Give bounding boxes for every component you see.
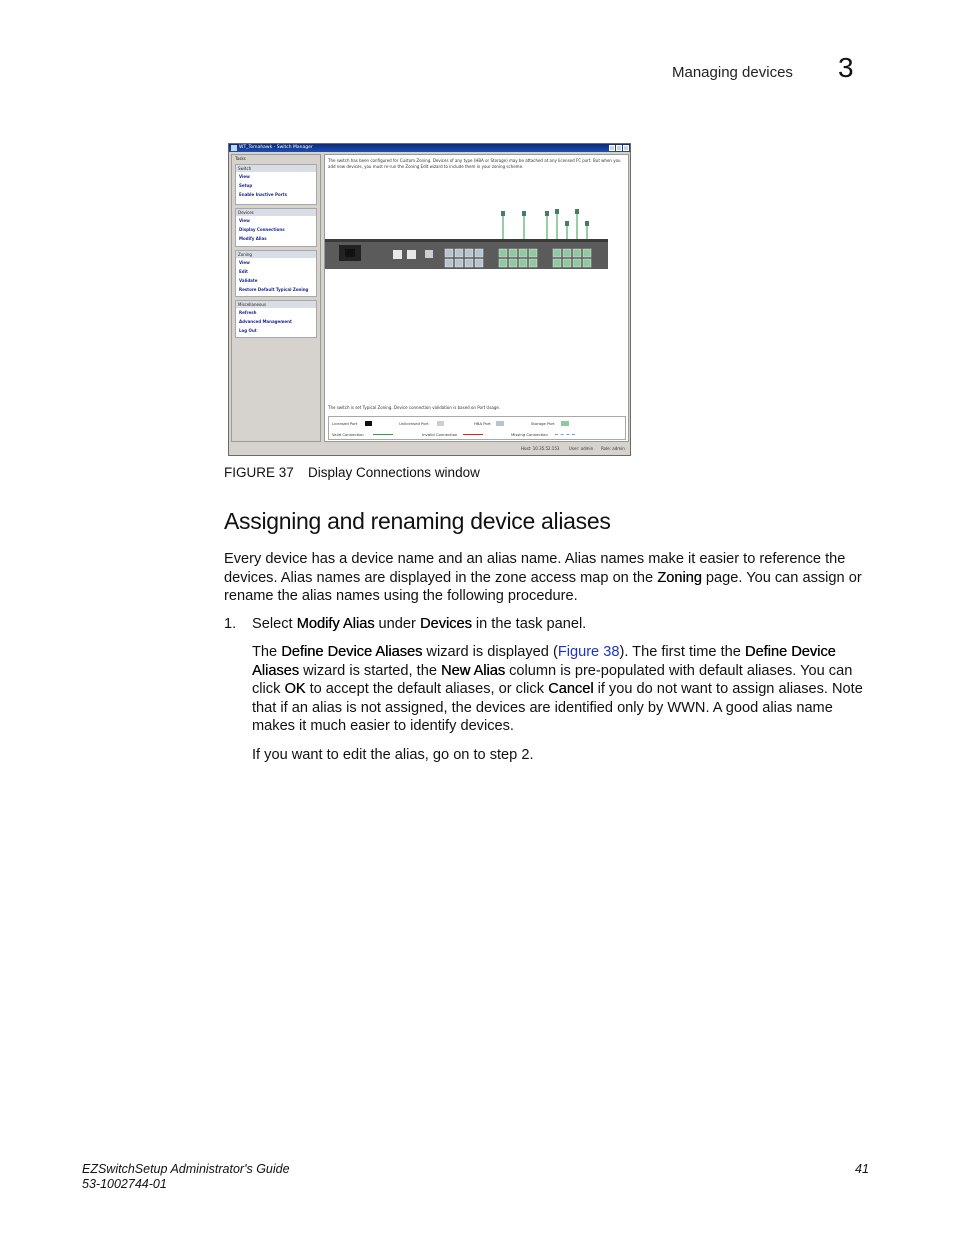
page-number: 41 bbox=[855, 1162, 869, 1176]
guide-title: EZSwitchSetup Administrator's Guide bbox=[82, 1162, 290, 1176]
ui-term-modify-alias: Modify Alias bbox=[296, 616, 375, 632]
device-connector-icons bbox=[501, 209, 589, 226]
status-host: Host: 10.35.52.153 bbox=[521, 446, 560, 451]
storage-port-swatch bbox=[561, 421, 569, 426]
connections-view-panel bbox=[324, 154, 629, 442]
figure-title: Display Connections window bbox=[308, 465, 480, 480]
running-header-section: Managing devices bbox=[672, 64, 793, 81]
task-group-title: Devices bbox=[236, 209, 316, 216]
legend-valid-connection: Valid Connection bbox=[332, 432, 364, 437]
task-group-title: Zoning bbox=[236, 251, 316, 258]
app-icon bbox=[231, 145, 237, 151]
task-group-title: Miscellaneous bbox=[236, 301, 316, 308]
hba-port-swatch bbox=[496, 421, 504, 426]
text: wizard is displayed ( bbox=[422, 644, 558, 660]
text: under bbox=[374, 616, 420, 632]
validation-message: The switch is set Typical Zoning. Device connection validation is based on Port Usage. bbox=[328, 405, 501, 410]
close-icon[interactable] bbox=[623, 145, 629, 151]
window-controls bbox=[609, 145, 629, 151]
task-devices-view[interactable]: View bbox=[239, 218, 250, 223]
text: Select bbox=[252, 616, 297, 632]
valid-line-swatch bbox=[373, 434, 393, 435]
text: if you do not want to assign aliases. Note that if an alias is not assigned, the devices are identified only by WWN. A good alias name makes it much easier to identify devices. bbox=[252, 681, 863, 735]
task-zoning-view[interactable]: View bbox=[239, 260, 250, 265]
figure-38-link[interactable]: Figure 38 bbox=[557, 644, 620, 660]
task-switch-setup[interactable]: Setup bbox=[239, 183, 253, 188]
switch-manager-screenshot bbox=[228, 143, 631, 456]
task-refresh[interactable]: Refresh bbox=[239, 310, 257, 315]
task-restore-default-zoning[interactable]: Restore Default Typical Zoning bbox=[239, 287, 309, 292]
status-role: Role: admin bbox=[601, 446, 625, 451]
task-log-out[interactable]: Log Out bbox=[239, 328, 257, 333]
ui-term-define-device-aliases: Define Device Aliases bbox=[281, 644, 423, 660]
task-advanced-management[interactable]: Advanced Management bbox=[239, 319, 292, 324]
legend-unlicensed-port: Unlicensed Port bbox=[399, 421, 429, 426]
window-titlebar bbox=[229, 144, 630, 152]
document-id: 53-1002744-01 bbox=[82, 1177, 167, 1191]
text: wizard is started, the bbox=[299, 662, 441, 679]
zoning-message: The switch has been configured for Custom Zoning. Devices of any type (HBA or Storage) may be attached at any licensed FC port. But when you add new devices, you must re-run the Zoning Edit wizard to include them in your zoning scheme. bbox=[328, 158, 621, 169]
text: Every device has a device name and an alias name. Alias names make it easier to reference the devices. Alias names are displayed in the zone access map on the bbox=[224, 551, 846, 586]
step-number: 1. bbox=[224, 616, 237, 632]
invalid-line-swatch bbox=[463, 434, 483, 435]
task-group-zoning bbox=[235, 250, 317, 297]
task-group-switch bbox=[235, 164, 317, 205]
task-enable-inactive-ports[interactable]: Enable Inactive Ports bbox=[239, 192, 287, 197]
legend-invalid-connection: Invalid Connection bbox=[422, 432, 458, 437]
tasks-panel bbox=[231, 154, 321, 442]
window-title: WT_Tomahawk - Switch Manager bbox=[239, 145, 313, 150]
licensed-port-swatch bbox=[365, 421, 372, 426]
ui-term-ok: OK bbox=[284, 681, 306, 698]
intro-paragraph bbox=[224, 550, 874, 606]
switch-diagram bbox=[325, 155, 630, 285]
legend-licensed-port: Licensed Port bbox=[332, 421, 358, 426]
step-1-edit-note: If you want to edit the alias, go on to step 2. bbox=[252, 747, 534, 763]
status-bar bbox=[231, 444, 629, 454]
text: column is pre-populated with default aliases. You can click bbox=[252, 662, 853, 698]
chapter-number: 3 bbox=[838, 52, 854, 83]
text: in the task panel. bbox=[471, 616, 587, 632]
text: to accept the default aliases, or click bbox=[305, 681, 549, 698]
task-display-connections[interactable]: Display Connections bbox=[239, 227, 285, 232]
ui-term-zoning: Zoning bbox=[657, 569, 702, 586]
task-group-title: Switch bbox=[236, 165, 316, 172]
missing-line-swatch bbox=[555, 434, 575, 435]
text: ). The first time the bbox=[619, 644, 745, 660]
task-zoning-validate[interactable]: Validate bbox=[239, 278, 258, 283]
footer-left bbox=[82, 1162, 290, 1192]
task-switch-view[interactable]: View bbox=[239, 174, 250, 179]
ethernet-port bbox=[393, 250, 402, 259]
section-heading: Assigning and renaming device aliases bbox=[224, 508, 611, 534]
step-1-text bbox=[252, 615, 872, 634]
legend-missing-connection: Missing Connection bbox=[511, 432, 548, 437]
legend-storage-port: Storage Port bbox=[531, 421, 555, 426]
step-1-detail bbox=[252, 643, 872, 736]
unlicensed-port-swatch bbox=[437, 421, 444, 426]
legend-hba-port: HBA Port bbox=[474, 421, 491, 426]
task-modify-alias[interactable]: Modify Alias bbox=[239, 236, 267, 241]
task-group-devices bbox=[235, 208, 317, 247]
ui-term-new-alias: New Alias bbox=[441, 662, 506, 679]
task-zoning-edit[interactable]: Edit bbox=[239, 269, 248, 274]
ui-term-define-device-aliases: Define Device Aliases bbox=[252, 644, 836, 679]
ui-term-devices: Devices bbox=[419, 616, 472, 632]
status-user: User: admin bbox=[569, 446, 594, 451]
text: page. You can assign or rename the alias names using the following procedure. bbox=[224, 569, 862, 605]
figure-caption bbox=[224, 465, 480, 480]
task-group-misc bbox=[235, 300, 317, 338]
legend bbox=[328, 416, 626, 440]
ui-term-cancel: Cancel bbox=[548, 681, 594, 698]
figure-number: FIGURE 37 bbox=[224, 465, 294, 480]
minimize-icon[interactable] bbox=[609, 145, 615, 151]
maximize-icon[interactable] bbox=[616, 145, 622, 151]
tasks-label: Tasks bbox=[235, 156, 246, 161]
text: The bbox=[252, 644, 282, 660]
serial-port bbox=[407, 250, 416, 259]
